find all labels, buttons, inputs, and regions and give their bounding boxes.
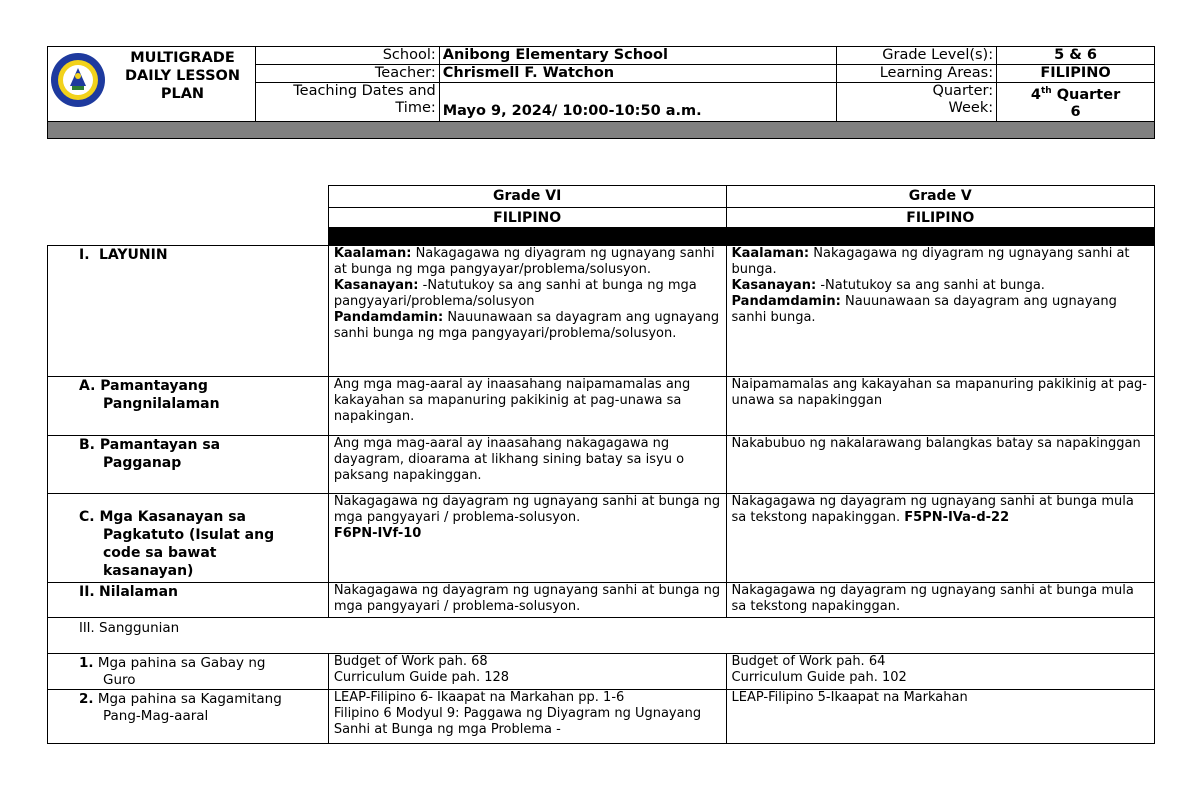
- row-gabay-guro: [48, 654, 1155, 690]
- title-line-2: DAILY LESSON: [124, 68, 240, 84]
- school-label: School:: [255, 47, 439, 65]
- pagganap-label: B. Pamantayan sa Pagganap: [79, 437, 221, 471]
- kagamitan-grade-6: LEAP-Filipino 6- Ikaapat na Markahan pp. 1-6 Filipino 6 Modyul 9: Paggawa ng Diyagram ng Ugnayang Sanhi at Bunga ng mga Problema -: [328, 690, 726, 744]
- teaching-dates-value: Mayo 9, 2024/ 10:00-10:50 a.m.: [439, 83, 837, 122]
- grade-level-value: 5 & 6: [997, 47, 1155, 65]
- row-kagamitang-mag-aaral: [48, 690, 1155, 744]
- kagamitan-grade-5: LEAP-Filipino 5-Ikaapat na Markahan: [726, 690, 1155, 744]
- pamantayang-label: A. Pamantayang Pangnilalaman: [79, 378, 220, 412]
- grade-5-heading: Grade V: [726, 186, 1155, 208]
- kasanayan-grade-5: Nakagagawa ng dayagram ng ugnayang sanhi at bunga mula sa tekstong napakinggan. F5PN-IVa-d-22: [726, 494, 1155, 583]
- layunin-grade-5: Kaalaman: Nakagagawa ng diyagram ng ugnayang sanhi at bunga. Kasanayan: -Natutukoy sa ang sanhi at bunga. Pandamdamin: Nauunawaan sa dayagram ang ugnayang sanhi bunga.: [726, 246, 1155, 377]
- grade-black-bar: [328, 228, 1154, 246]
- title-line-1: MULTIGRADE: [130, 50, 235, 66]
- header-gray-bar: [48, 121, 1155, 138]
- sanggunian-label: III. Sanggunian: [48, 618, 1155, 654]
- row-sanggunian: [48, 618, 1155, 654]
- quarter-value: 4th Quarter: [1030, 86, 1121, 103]
- gabay-grade-6: Budget of Work pah. 68 Curriculum Guide pah. 128: [328, 654, 726, 690]
- row-pamantayan-pagganap: [48, 436, 1155, 494]
- gabay-label: 1. Mga pahina sa Gabay ng Guro: [79, 655, 266, 688]
- learning-areas-value: FILIPINO: [997, 65, 1155, 83]
- learning-areas-label: Learning Areas:: [837, 65, 997, 83]
- grade-level-label: Grade Level(s):: [837, 47, 997, 65]
- lesson-table: [47, 185, 1155, 744]
- pamantayang-grade-6: Ang mga mag-aaral ay inaasahang naipamamalas ang kakayahan sa mapanuring pakikinig at pag-unawa sa napakingan.: [328, 377, 726, 436]
- gabay-grade-5: Budget of Work pah. 64 Curriculum Guide pah. 102: [726, 654, 1155, 690]
- row-nilalaman: [48, 583, 1155, 618]
- layunin-label: I. LAYUNIN: [79, 247, 168, 263]
- kagamitan-label: 2. Mga pahina sa Kagamitang Pang-Mag-aaral: [79, 691, 282, 724]
- layunin-grade-6: Kaalaman: Nakagagawa ng diyagram ng ugnayang sanhi at bunga ng mga pangyayar/problema/solusyon. Kasanayan: -Natutukoy sa ang sanhi at bunga ng mga pangyayari/problema/solusyon Pandamdamin: Nauunawaan sa dayagram ang ugnayang sanhi bunga ng mga pangyayari/problema/solusyon.: [328, 246, 726, 377]
- nilalaman-grade-6: Nakagagawa ng dayagram ng ugnayang sanhi at bunga ng mga pangyayari / problema-solusyon.: [328, 583, 726, 618]
- pagganap-grade-5: Nakabubuo ng nakalarawang balangkas batay sa napakinggan: [726, 436, 1155, 494]
- nilalaman-grade-5: Nakagagawa ng dayagram ng ugnayang sanhi at bunga mula sa tekstong napakinggan.: [726, 583, 1155, 618]
- grade-5-subject: FILIPINO: [726, 208, 1155, 228]
- week-value: 6: [1070, 103, 1081, 120]
- nilalaman-label: II. Nilalaman: [79, 584, 179, 600]
- school-value: Anibong Elementary School: [439, 47, 837, 65]
- teacher-value: Chrismell F. Watchon: [439, 65, 837, 83]
- grade-6-subject: FILIPINO: [328, 208, 726, 228]
- grade-6-heading: Grade VI: [328, 186, 726, 208]
- header-title-cell: [48, 47, 256, 122]
- kasanayan-label: C. Mga Kasanayan sa Pagkatuto (Isulat ang code sa bawat kasanayan): [79, 509, 275, 579]
- kasanayan-grade-6-code: F6PN-IVf-10: [333, 526, 422, 541]
- teacher-label: Teacher:: [255, 65, 439, 83]
- row-pamantayang-pangnilalaman: [48, 377, 1155, 436]
- title-line-3: PLAN: [160, 86, 205, 102]
- teaching-dates-label: Teaching Dates and Time:: [255, 83, 439, 122]
- pagganap-grade-6: Ang mga mag-aaral ay inaasahang nakagagawa ng dayagram, dioarama at likhang sining batay sa isyu o paksang napakinggan.: [328, 436, 726, 494]
- header-table: [47, 46, 1155, 139]
- quarter-week-value: [997, 83, 1155, 122]
- quarter-week-label: Quarter: Week:: [837, 83, 997, 122]
- kasanayan-grade-5-code: F5PN-IVa-d-22: [904, 510, 1010, 525]
- kasanayan-grade-6: Nakagagawa ng dayagram ng ugnayang sanhi at bunga ng mga pangyayari / problema-solusyon. F6PN-IVf-10: [328, 494, 726, 583]
- lesson-plan-title: [112, 49, 253, 103]
- row-kasanayan-pagkatuto: [48, 494, 1155, 583]
- pamantayang-grade-5: Naipamamalas ang kakayahan sa mapanuring pakikinig at pag-unawa sa napakinggan: [726, 377, 1155, 436]
- row-layunin: [48, 246, 1155, 377]
- school-seal-icon: [50, 52, 106, 108]
